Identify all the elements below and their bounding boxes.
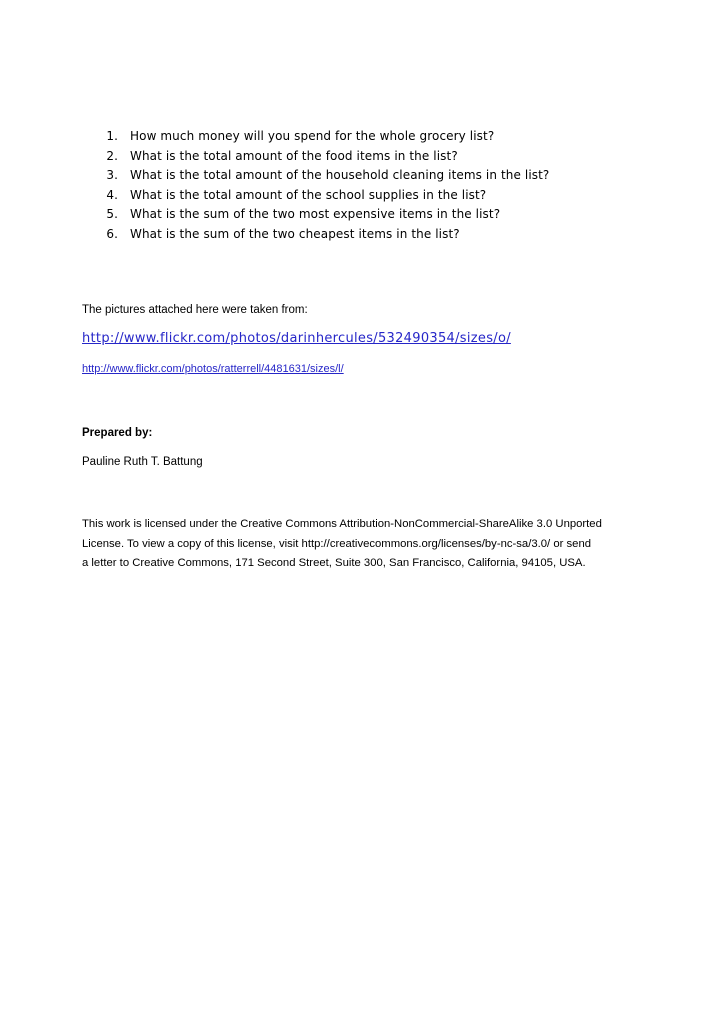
question-text: What is the total amount of the food items in the list? [130,148,458,163]
flickr-link-ratterrell[interactable]: http://www.flickr.com/photos/ratterrell/4481631/sizes/l/ [82,363,344,375]
list-item [0,186,728,206]
list-item [0,205,728,225]
question-list [0,127,728,245]
question-text: How much money will you spend for the whole grocery list? [130,129,495,143]
flickr-link-darinhercules[interactable]: http://www.flickr.com/photos/darinhercules/532490354/sizes/o/ [82,331,511,346]
question-number: 4. [106,187,118,202]
license-line: a letter to Creative Commons, 171 Second Street, Suite 300, San Francisco, California, 94105, USA. [82,557,586,569]
license-notice [82,515,652,574]
license-line: This work is licensed under the Creative Commons Attribution-NonCommercial-ShareAlike 3.0 Unported [82,518,602,530]
question-number: 3. [106,168,118,183]
license-line: License. To view a copy of this license, visit http://creativecommons.org/licenses/by-nc-sa/3.0/ or send [82,537,592,550]
question-number: 5. [106,207,118,222]
question-number: 2. [106,148,118,163]
question-number: 6. [106,226,118,241]
list-item [0,147,728,167]
list-item [0,166,728,186]
question-number: 1. [106,129,118,143]
sources-label: The pictures attached here were taken from: [82,304,308,316]
prepared-by-label: Prepared by: [82,427,153,439]
list-item [0,225,728,245]
list-item [0,127,728,147]
question-text: What is the sum of the two most expensive items in the list? [130,207,501,222]
question-text: What is the sum of the two cheapest items in the list? [130,226,460,241]
question-text: What is the total amount of the household cleaning items in the list? [130,168,550,183]
author-name: Pauline Ruth T. Battung [82,456,203,468]
question-text: What is the total amount of the school supplies in the list? [130,187,487,202]
